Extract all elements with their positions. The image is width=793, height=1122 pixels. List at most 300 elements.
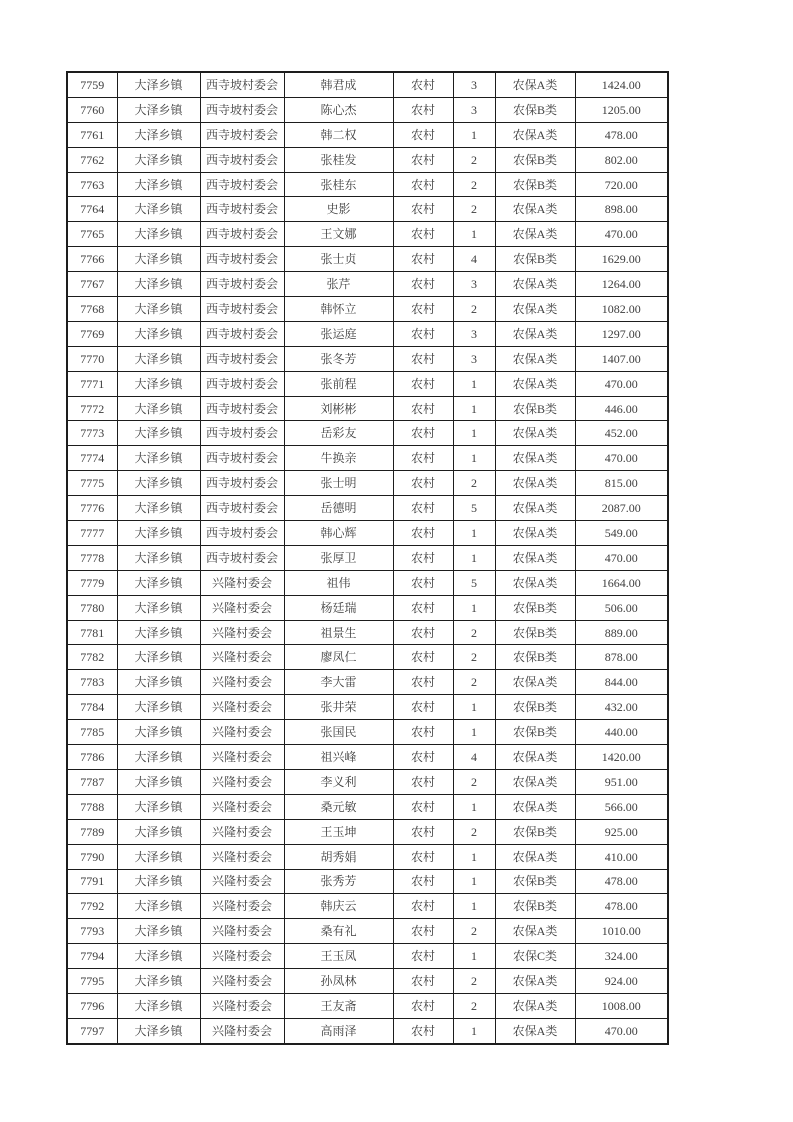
cell-count: 2 — [453, 969, 495, 994]
cell-category: 农保A类 — [495, 794, 575, 819]
cell-village: 兴隆村委会 — [200, 919, 284, 944]
cell-name: 桑元敏 — [284, 794, 393, 819]
table-row — [67, 670, 668, 695]
table-row — [67, 620, 668, 645]
cell-name: 李大雷 — [284, 670, 393, 695]
cell-seq: 7789 — [67, 819, 117, 844]
cell-count: 3 — [453, 272, 495, 297]
cell-town: 大泽乡镇 — [117, 496, 200, 521]
cell-name: 韩怀立 — [284, 297, 393, 322]
cell-seq: 7781 — [67, 620, 117, 645]
cell-name: 刘彬彬 — [284, 396, 393, 421]
cell-seq: 7759 — [67, 72, 117, 97]
cell-town: 大泽乡镇 — [117, 745, 200, 770]
cell-category: 农保A类 — [495, 1018, 575, 1043]
cell-amount: 324.00 — [575, 944, 668, 969]
table-row — [67, 197, 668, 222]
cell-count: 1 — [453, 1018, 495, 1043]
cell-name: 张井荣 — [284, 695, 393, 720]
cell-count: 1 — [453, 446, 495, 471]
cell-residence: 农村 — [393, 371, 453, 396]
cell-category: 农保B类 — [495, 595, 575, 620]
cell-village: 西寺坡村委会 — [200, 446, 284, 471]
table-row — [67, 720, 668, 745]
cell-name: 韩君成 — [284, 72, 393, 97]
cell-count: 1 — [453, 944, 495, 969]
cell-residence: 农村 — [393, 297, 453, 322]
cell-village: 西寺坡村委会 — [200, 172, 284, 197]
cell-town: 大泽乡镇 — [117, 645, 200, 670]
cell-count: 1 — [453, 222, 495, 247]
table-row — [67, 147, 668, 172]
cell-village: 兴隆村委会 — [200, 570, 284, 595]
cell-category: 农保A类 — [495, 72, 575, 97]
cell-amount: 446.00 — [575, 396, 668, 421]
cell-seq: 7784 — [67, 695, 117, 720]
cell-name: 杨廷瑞 — [284, 595, 393, 620]
cell-seq: 7769 — [67, 321, 117, 346]
cell-town: 大泽乡镇 — [117, 172, 200, 197]
cell-village: 兴隆村委会 — [200, 769, 284, 794]
cell-name: 王友斋 — [284, 993, 393, 1018]
cell-count: 4 — [453, 247, 495, 272]
cell-residence: 农村 — [393, 521, 453, 546]
cell-town: 大泽乡镇 — [117, 272, 200, 297]
cell-amount: 470.00 — [575, 371, 668, 396]
cell-amount: 432.00 — [575, 695, 668, 720]
cell-category: 农保A类 — [495, 346, 575, 371]
cell-count: 2 — [453, 993, 495, 1018]
cell-town: 大泽乡镇 — [117, 321, 200, 346]
table-row — [67, 97, 668, 122]
cell-residence: 农村 — [393, 97, 453, 122]
cell-residence: 农村 — [393, 695, 453, 720]
cell-residence: 农村 — [393, 396, 453, 421]
cell-residence: 农村 — [393, 147, 453, 172]
cell-amount: 1407.00 — [575, 346, 668, 371]
cell-seq: 7791 — [67, 869, 117, 894]
cell-seq: 7773 — [67, 421, 117, 446]
cell-village: 兴隆村委会 — [200, 993, 284, 1018]
cell-count: 1 — [453, 695, 495, 720]
cell-category: 农保A类 — [495, 321, 575, 346]
cell-amount: 470.00 — [575, 545, 668, 570]
cell-name: 张厚卫 — [284, 545, 393, 570]
cell-residence: 农村 — [393, 969, 453, 994]
table-row — [67, 172, 668, 197]
cell-seq: 7764 — [67, 197, 117, 222]
cell-village: 兴隆村委会 — [200, 620, 284, 645]
cell-town: 大泽乡镇 — [117, 421, 200, 446]
cell-name: 桑有礼 — [284, 919, 393, 944]
cell-residence: 农村 — [393, 844, 453, 869]
cell-name: 张桂东 — [284, 172, 393, 197]
cell-name: 王玉坤 — [284, 819, 393, 844]
cell-town: 大泽乡镇 — [117, 521, 200, 546]
cell-count: 3 — [453, 97, 495, 122]
cell-village: 兴隆村委会 — [200, 695, 284, 720]
cell-count: 1 — [453, 521, 495, 546]
cell-village: 兴隆村委会 — [200, 894, 284, 919]
cell-count: 4 — [453, 745, 495, 770]
cell-residence: 农村 — [393, 645, 453, 670]
cell-seq: 7787 — [67, 769, 117, 794]
cell-amount: 878.00 — [575, 645, 668, 670]
cell-residence: 农村 — [393, 869, 453, 894]
cell-town: 大泽乡镇 — [117, 720, 200, 745]
cell-village: 西寺坡村委会 — [200, 346, 284, 371]
cell-town: 大泽乡镇 — [117, 72, 200, 97]
cell-seq: 7792 — [67, 894, 117, 919]
cell-name: 韩心辉 — [284, 521, 393, 546]
cell-seq: 7774 — [67, 446, 117, 471]
cell-name: 孙凤林 — [284, 969, 393, 994]
cell-town: 大泽乡镇 — [117, 844, 200, 869]
cell-name: 张前程 — [284, 371, 393, 396]
table-row — [67, 421, 668, 446]
cell-residence: 农村 — [393, 595, 453, 620]
cell-name: 张冬芳 — [284, 346, 393, 371]
cell-village: 西寺坡村委会 — [200, 396, 284, 421]
cell-village: 西寺坡村委会 — [200, 147, 284, 172]
cell-village: 西寺坡村委会 — [200, 521, 284, 546]
cell-count: 2 — [453, 919, 495, 944]
cell-category: 农保A类 — [495, 745, 575, 770]
cell-town: 大泽乡镇 — [117, 446, 200, 471]
cell-category: 农保A类 — [495, 769, 575, 794]
cell-amount: 844.00 — [575, 670, 668, 695]
cell-town: 大泽乡镇 — [117, 222, 200, 247]
cell-amount: 815.00 — [575, 471, 668, 496]
cell-amount: 440.00 — [575, 720, 668, 745]
cell-village: 西寺坡村委会 — [200, 72, 284, 97]
cell-name: 张秀芳 — [284, 869, 393, 894]
cell-seq: 7790 — [67, 844, 117, 869]
cell-village: 兴隆村委会 — [200, 1018, 284, 1043]
cell-amount: 802.00 — [575, 147, 668, 172]
cell-residence: 农村 — [393, 894, 453, 919]
cell-town: 大泽乡镇 — [117, 371, 200, 396]
cell-count: 1 — [453, 396, 495, 421]
cell-seq: 7772 — [67, 396, 117, 421]
table-row — [67, 993, 668, 1018]
cell-town: 大泽乡镇 — [117, 794, 200, 819]
table-row — [67, 969, 668, 994]
cell-category: 农保A类 — [495, 521, 575, 546]
cell-seq: 7785 — [67, 720, 117, 745]
cell-village: 兴隆村委会 — [200, 645, 284, 670]
cell-seq: 7793 — [67, 919, 117, 944]
cell-town: 大泽乡镇 — [117, 346, 200, 371]
cell-category: 农保A类 — [495, 371, 575, 396]
table-row — [67, 645, 668, 670]
table-row — [67, 272, 668, 297]
cell-seq: 7779 — [67, 570, 117, 595]
cell-category: 农保A类 — [495, 993, 575, 1018]
cell-seq: 7778 — [67, 545, 117, 570]
cell-category: 农保A类 — [495, 222, 575, 247]
cell-residence: 农村 — [393, 172, 453, 197]
cell-town: 大泽乡镇 — [117, 247, 200, 272]
cell-seq: 7788 — [67, 794, 117, 819]
cell-residence: 农村 — [393, 620, 453, 645]
cell-residence: 农村 — [393, 496, 453, 521]
cell-count: 5 — [453, 570, 495, 595]
cell-category: 农保A类 — [495, 670, 575, 695]
cell-town: 大泽乡镇 — [117, 670, 200, 695]
cell-name: 王文娜 — [284, 222, 393, 247]
cell-village: 兴隆村委会 — [200, 969, 284, 994]
cell-name: 张士贞 — [284, 247, 393, 272]
cell-amount: 410.00 — [575, 844, 668, 869]
cell-amount: 470.00 — [575, 446, 668, 471]
table-body — [67, 72, 668, 1044]
cell-town: 大泽乡镇 — [117, 471, 200, 496]
table-row — [67, 570, 668, 595]
cell-village: 西寺坡村委会 — [200, 545, 284, 570]
cell-name: 韩庆云 — [284, 894, 393, 919]
cell-name: 张运庭 — [284, 321, 393, 346]
cell-category: 农保A类 — [495, 297, 575, 322]
table-row — [67, 894, 668, 919]
cell-seq: 7762 — [67, 147, 117, 172]
cell-amount: 1420.00 — [575, 745, 668, 770]
cell-category: 农保A类 — [495, 570, 575, 595]
cell-residence: 农村 — [393, 993, 453, 1018]
cell-name: 祖兴峰 — [284, 745, 393, 770]
cell-residence: 农村 — [393, 421, 453, 446]
cell-town: 大泽乡镇 — [117, 147, 200, 172]
cell-count: 1 — [453, 869, 495, 894]
cell-village: 兴隆村委会 — [200, 794, 284, 819]
cell-village: 西寺坡村委会 — [200, 197, 284, 222]
cell-village: 兴隆村委会 — [200, 670, 284, 695]
cell-town: 大泽乡镇 — [117, 894, 200, 919]
cell-count: 3 — [453, 72, 495, 97]
cell-town: 大泽乡镇 — [117, 969, 200, 994]
table-row — [67, 745, 668, 770]
cell-category: 农保B类 — [495, 819, 575, 844]
cell-village: 西寺坡村委会 — [200, 421, 284, 446]
cell-village: 兴隆村委会 — [200, 844, 284, 869]
cell-town: 大泽乡镇 — [117, 869, 200, 894]
cell-residence: 农村 — [393, 197, 453, 222]
cell-town: 大泽乡镇 — [117, 993, 200, 1018]
cell-residence: 农村 — [393, 222, 453, 247]
cell-town: 大泽乡镇 — [117, 122, 200, 147]
cell-village: 西寺坡村委会 — [200, 321, 284, 346]
cell-amount: 1008.00 — [575, 993, 668, 1018]
cell-amount: 951.00 — [575, 769, 668, 794]
cell-residence: 农村 — [393, 72, 453, 97]
cell-category: 农保B类 — [495, 645, 575, 670]
cell-category: 农保A类 — [495, 545, 575, 570]
cell-residence: 农村 — [393, 919, 453, 944]
cell-count: 1 — [453, 371, 495, 396]
cell-residence: 农村 — [393, 321, 453, 346]
cell-category: 农保A类 — [495, 421, 575, 446]
cell-residence: 农村 — [393, 247, 453, 272]
cell-amount: 924.00 — [575, 969, 668, 994]
cell-category: 农保B类 — [495, 620, 575, 645]
table-row — [67, 794, 668, 819]
cell-count: 1 — [453, 794, 495, 819]
cell-name: 韩二权 — [284, 122, 393, 147]
cell-seq: 7786 — [67, 745, 117, 770]
cell-seq: 7777 — [67, 521, 117, 546]
cell-count: 1 — [453, 122, 495, 147]
cell-name: 高雨泽 — [284, 1018, 393, 1043]
cell-category: 农保B类 — [495, 147, 575, 172]
table-row — [67, 297, 668, 322]
cell-amount: 549.00 — [575, 521, 668, 546]
cell-residence: 农村 — [393, 272, 453, 297]
cell-name: 王玉凤 — [284, 944, 393, 969]
cell-town: 大泽乡镇 — [117, 919, 200, 944]
cell-category: 农保A类 — [495, 272, 575, 297]
cell-amount: 1010.00 — [575, 919, 668, 944]
cell-village: 兴隆村委会 — [200, 595, 284, 620]
table-row — [67, 769, 668, 794]
cell-amount: 452.00 — [575, 421, 668, 446]
cell-count: 3 — [453, 346, 495, 371]
cell-seq: 7775 — [67, 471, 117, 496]
table-row — [67, 222, 668, 247]
cell-amount: 889.00 — [575, 620, 668, 645]
cell-seq: 7761 — [67, 122, 117, 147]
cell-count: 2 — [453, 471, 495, 496]
cell-count: 2 — [453, 147, 495, 172]
cell-category: 农保A类 — [495, 446, 575, 471]
table-row — [67, 919, 668, 944]
cell-village: 兴隆村委会 — [200, 745, 284, 770]
benefit-roster-table — [66, 71, 669, 1045]
cell-count: 1 — [453, 894, 495, 919]
cell-residence: 农村 — [393, 819, 453, 844]
cell-name: 岳德明 — [284, 496, 393, 521]
table-row — [67, 122, 668, 147]
cell-seq: 7766 — [67, 247, 117, 272]
cell-village: 西寺坡村委会 — [200, 496, 284, 521]
cell-amount: 478.00 — [575, 894, 668, 919]
cell-name: 胡秀娟 — [284, 844, 393, 869]
cell-village: 西寺坡村委会 — [200, 247, 284, 272]
cell-residence: 农村 — [393, 471, 453, 496]
cell-residence: 农村 — [393, 670, 453, 695]
cell-residence: 农村 — [393, 794, 453, 819]
cell-count: 2 — [453, 620, 495, 645]
cell-town: 大泽乡镇 — [117, 97, 200, 122]
cell-category: 农保A类 — [495, 844, 575, 869]
table-row — [67, 72, 668, 97]
table-row — [67, 496, 668, 521]
cell-category: 农保B类 — [495, 247, 575, 272]
cell-amount: 898.00 — [575, 197, 668, 222]
table-row — [67, 1018, 668, 1043]
cell-town: 大泽乡镇 — [117, 1018, 200, 1043]
table-row — [67, 545, 668, 570]
cell-amount: 1205.00 — [575, 97, 668, 122]
cell-count: 2 — [453, 670, 495, 695]
cell-village: 西寺坡村委会 — [200, 222, 284, 247]
cell-town: 大泽乡镇 — [117, 769, 200, 794]
table-row — [67, 446, 668, 471]
cell-residence: 农村 — [393, 944, 453, 969]
cell-town: 大泽乡镇 — [117, 695, 200, 720]
cell-category: 农保B类 — [495, 869, 575, 894]
cell-amount: 478.00 — [575, 869, 668, 894]
table-row — [67, 396, 668, 421]
cell-count: 5 — [453, 496, 495, 521]
cell-amount: 478.00 — [575, 122, 668, 147]
cell-seq: 7767 — [67, 272, 117, 297]
cell-residence: 农村 — [393, 570, 453, 595]
cell-seq: 7770 — [67, 346, 117, 371]
cell-name: 牛换亲 — [284, 446, 393, 471]
cell-category: 农保B类 — [495, 396, 575, 421]
cell-name: 廖凤仁 — [284, 645, 393, 670]
cell-category: 农保A类 — [495, 969, 575, 994]
cell-amount: 1297.00 — [575, 321, 668, 346]
cell-seq: 7763 — [67, 172, 117, 197]
cell-town: 大泽乡镇 — [117, 545, 200, 570]
cell-amount: 1264.00 — [575, 272, 668, 297]
table-row — [67, 819, 668, 844]
cell-amount: 470.00 — [575, 1018, 668, 1043]
cell-count: 1 — [453, 844, 495, 869]
cell-name: 岳彩友 — [284, 421, 393, 446]
cell-seq: 7760 — [67, 97, 117, 122]
cell-count: 2 — [453, 172, 495, 197]
cell-count: 1 — [453, 720, 495, 745]
cell-name: 祖伟 — [284, 570, 393, 595]
table-row — [67, 346, 668, 371]
cell-town: 大泽乡镇 — [117, 396, 200, 421]
cell-amount: 2087.00 — [575, 496, 668, 521]
table-row — [67, 371, 668, 396]
cell-name: 张士明 — [284, 471, 393, 496]
cell-count: 2 — [453, 645, 495, 670]
cell-village: 兴隆村委会 — [200, 944, 284, 969]
cell-town: 大泽乡镇 — [117, 944, 200, 969]
table-row — [67, 695, 668, 720]
cell-amount: 1664.00 — [575, 570, 668, 595]
cell-name: 张芹 — [284, 272, 393, 297]
cell-category: 农保A类 — [495, 496, 575, 521]
cell-village: 兴隆村委会 — [200, 720, 284, 745]
cell-category: 农保A类 — [495, 471, 575, 496]
cell-village: 西寺坡村委会 — [200, 471, 284, 496]
cell-category: 农保B类 — [495, 894, 575, 919]
cell-village: 西寺坡村委会 — [200, 297, 284, 322]
cell-town: 大泽乡镇 — [117, 197, 200, 222]
cell-count: 2 — [453, 819, 495, 844]
cell-town: 大泽乡镇 — [117, 620, 200, 645]
table-row — [67, 471, 668, 496]
cell-category: 农保B类 — [495, 172, 575, 197]
cell-seq: 7768 — [67, 297, 117, 322]
table-row — [67, 247, 668, 272]
cell-count: 1 — [453, 421, 495, 446]
cell-category: 农保C类 — [495, 944, 575, 969]
cell-amount: 470.00 — [575, 222, 668, 247]
cell-seq: 7771 — [67, 371, 117, 396]
cell-category: 农保B类 — [495, 720, 575, 745]
cell-category: 农保B类 — [495, 97, 575, 122]
cell-town: 大泽乡镇 — [117, 595, 200, 620]
table-row — [67, 869, 668, 894]
cell-town: 大泽乡镇 — [117, 570, 200, 595]
